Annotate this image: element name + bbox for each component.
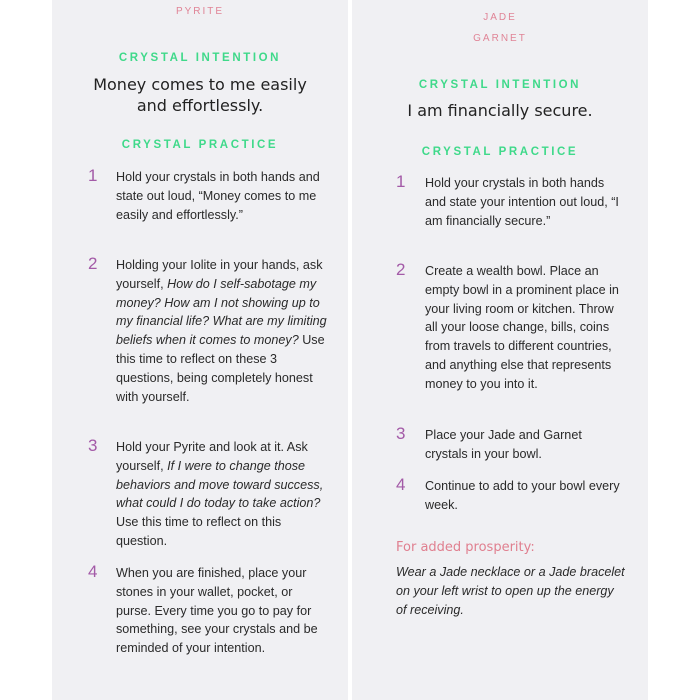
step-text: Hold your crystals in both hands and state out loud, “Money comes to me easily and effortlessly.” bbox=[116, 170, 320, 222]
step-text: Create a wealth bowl. Place an empty bowl in a prominent place in your living room or kitchen. Throw all your loose change, bills, coins from travels to different countries, and anything else that represents money to you into it. bbox=[425, 264, 619, 391]
practice-heading: CRYSTAL PRACTICE bbox=[421, 146, 579, 158]
practice-heading: CRYSTAL PRACTICE bbox=[121, 139, 279, 151]
intention-heading: CRYSTAL INTENTION bbox=[418, 79, 582, 91]
intention-text: I am financially secure. bbox=[407, 101, 593, 120]
stone-name: GARNET bbox=[473, 33, 527, 44]
step-number: 1 bbox=[396, 172, 406, 191]
intention-text: Money comes to me easily and effortlessly. bbox=[93, 75, 307, 115]
stone-name: JADE bbox=[483, 12, 517, 23]
step-text: Holding your Iolite in your hands, ask yourself, How do I self-sabotage my money? How am I not showing up to my financial life? What are my limiting beliefs when it comes to money? Use this time to reflect on these 3 questions, being completely honest with yourself. bbox=[116, 258, 327, 404]
step-number: 2 bbox=[396, 260, 406, 279]
step-text: Place your Jade and Garnet crystals in your bowl. bbox=[425, 428, 582, 461]
step-text: When you are finished, place your stones in your wallet, pocket, or purse. Every time you go to pay for something, see your crystals and be reminded of your intention. bbox=[116, 566, 318, 656]
added-prosperity-heading: For added prosperity: bbox=[396, 540, 535, 555]
step-text: Hold your crystals in both hands and state your intention out loud, “I am financially secure.” bbox=[425, 176, 619, 228]
step-number: 1 bbox=[88, 166, 98, 185]
step-text: Continue to add to your bowl every week. bbox=[425, 479, 620, 512]
step-number: 3 bbox=[88, 436, 98, 455]
step-number: 2 bbox=[88, 254, 98, 273]
left-column bbox=[52, 0, 348, 700]
step-number: 3 bbox=[396, 424, 406, 443]
right-column bbox=[352, 0, 648, 700]
intention-heading: CRYSTAL INTENTION bbox=[118, 52, 282, 64]
step-number: 4 bbox=[396, 475, 406, 494]
added-prosperity-text: Wear a Jade necklace or a Jade bracelet on your left wrist to open up the energy of receiving. bbox=[396, 565, 625, 617]
stone-name: PYRITE bbox=[175, 6, 225, 17]
step-number: 4 bbox=[88, 562, 98, 581]
step-text: Hold your Pyrite and look at it. Ask yourself, If I were to change those behaviors and move toward success, what could I do today to take action? Use this time to reflect on this question. bbox=[116, 440, 324, 548]
